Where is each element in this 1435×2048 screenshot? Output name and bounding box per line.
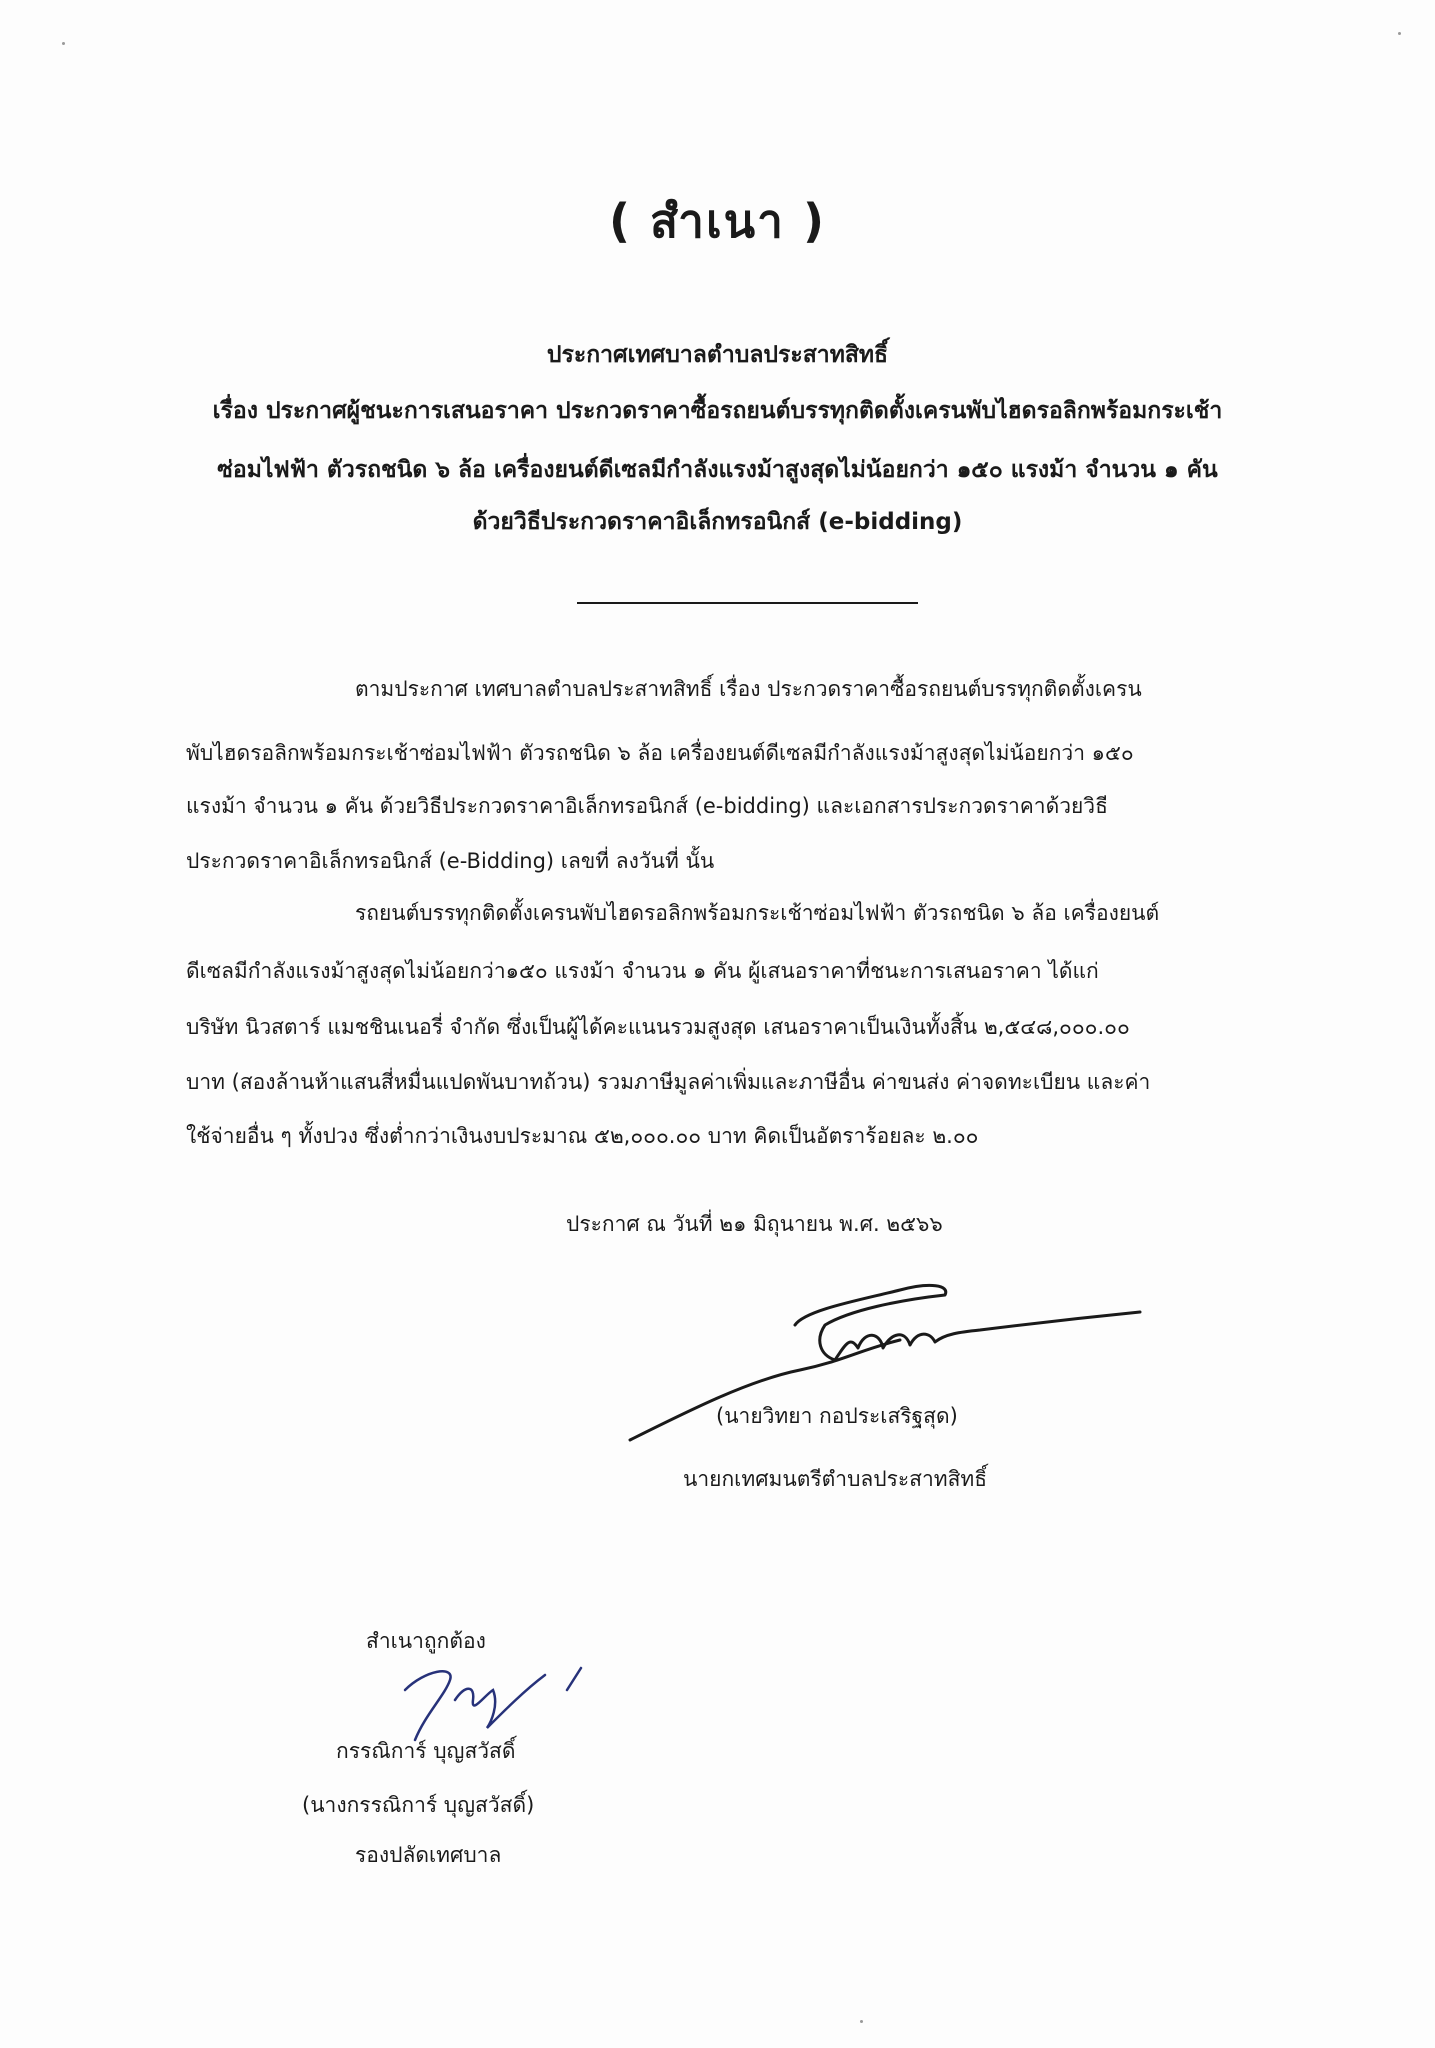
- body-line: ดีเซลมีกำลังแรงม้าสูงสุดไม่น้อยกว่า๑๕๐ แรงม้า จำนวน ๑ คัน ผู้เสนอราคาที่ชนะการเสนอราคา ได้แก่: [186, 959, 1099, 983]
- body-line: แรงม้า จำนวน ๑ คัน ด้วยวิธีประกวดราคาอิเล็กทรอนิกส์ (e-bidding) และเอกสารประกวดราคาด้วยวิธี: [186, 794, 1108, 818]
- certified-copy-label: สำเนาถูกต้อง: [366, 1629, 486, 1653]
- certifier-position: รองปลัดเทศบาล: [355, 1843, 502, 1867]
- body-line: พับไฮดรอลิกพร้อมกระเช้าซ่อมไฟฟ้า ตัวรถชนิด ๖ ล้อ เครื่องยนต์ดีเซลมีกำลังแรงม้าสูงสุดไม่น้อยกว่า ๑๕๐: [186, 741, 1134, 765]
- body-line: บาท (สองล้านห้าแสนสี่หมื่นแปดพันบาทถ้วน) รวมภาษีมูลค่าเพิ่มและภาษีอื่น ค่าขนส่ง ค่าจดทะเบียน และค่า: [186, 1070, 1151, 1094]
- heading-divider: [577, 602, 918, 604]
- subject-line: ซ่อมไฟฟ้า ตัวรถชนิด ๖ ล้อ เครื่องยนต์ดีเซลมีกำลังแรงม้าสูงสุดไม่น้อยกว่า ๑๕๐ แรงม้า จำนวน ๑ คัน: [217, 457, 1218, 483]
- certifier-full-name: (นางกรรณิการ์ บุญสวัสดิ์): [302, 1793, 535, 1817]
- subject-line: ด้วยวิธีประกวดราคาอิเล็กทรอนิกส์ (e-bidding): [472, 509, 963, 535]
- subject-line: เรื่อง ประกาศผู้ชนะการเสนอราคา ประกวดราคาซื้อรถยนต์บรรทุกติดตั้งเครนพับไฮดรอลิกพร้อมกระเช้า: [212, 398, 1223, 424]
- announcement-date: ประกาศ ณ วันที่ ๒๑ มิถุนายน พ.ศ. ๒๕๖๖: [566, 1212, 943, 1236]
- body-line: ประกวดราคาอิเล็กทรอนิกส์ (e-Bidding) เลขที่ ลงวันที่ นั้น: [186, 849, 715, 873]
- body-line: ใช้จ่ายอื่น ๆ ทั้งปวง ซึ่งต่ำกว่าเงินงบประมาณ ๕๒,๐๐๐.๐๐ บาท คิดเป็นอัตราร้อยละ ๒.๐๐: [186, 1124, 979, 1148]
- body-line: รถยนต์บรรทุกติดตั้งเครนพับไฮดรอลิกพร้อมกระเช้าซ่อมไฟฟ้า ตัวรถชนิด ๖ ล้อ เครื่องยนต์: [355, 901, 1160, 925]
- body-line: ตามประกาศ เทศบาลตำบลประสาทสิทธิ์ เรื่อง ประกวดราคาซื้อรถยนต์บรรทุกติดตั้งเครน: [355, 677, 1142, 701]
- certifier-signed-name: กรรณิการ์ บุญสวัสดิ์: [336, 1739, 516, 1763]
- body-line: บริษัท นิวสตาร์ แมชชินเนอรี่ จำกัด ซึ่งเป็นผู้ได้คะแนนรวมสูงสุด เสนอราคาเป็นเงินทั้งสิ้น ๒,๕๔๘,๐๐๐.๐๐: [186, 1015, 1130, 1039]
- scan-speck: [62, 42, 65, 45]
- signatory-title: นายกเทศมนตรีตำบลประสาทสิทธิ์: [683, 1467, 988, 1491]
- copy-mark: ( สำเนา ): [609, 194, 826, 248]
- scan-speck: [860, 2020, 863, 2023]
- signatory-name: (นายวิทยา กอประเสริฐสุด): [716, 1404, 958, 1428]
- scan-speck: [1398, 32, 1401, 35]
- issuer-heading: ประกาศเทศบาลตำบลประสาทสิทธิ์: [546, 342, 889, 368]
